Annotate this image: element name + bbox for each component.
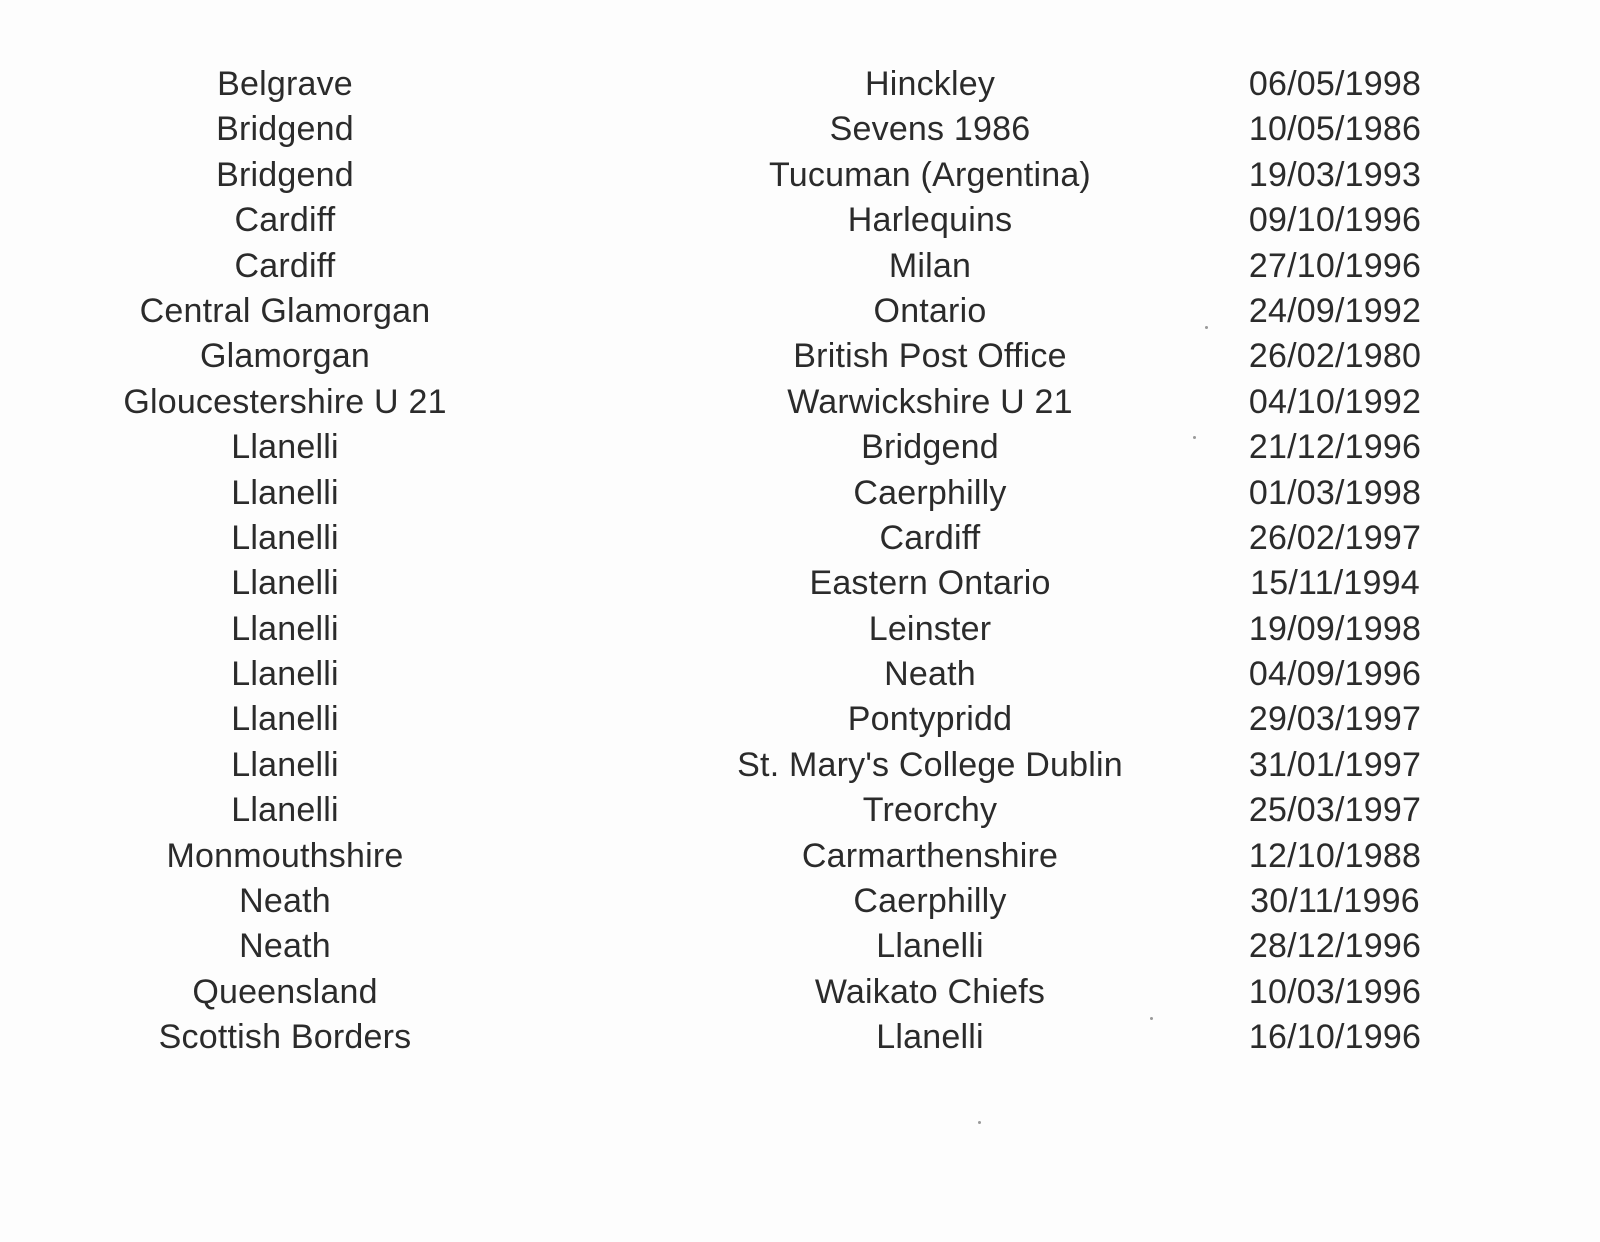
match-date-cell: 26/02/1997 xyxy=(1248,518,1422,557)
table-row xyxy=(0,697,1600,742)
table-row xyxy=(0,607,1600,652)
away-team-cell: Treorchy xyxy=(862,791,998,830)
away-team-cell: Tucuman (Argentina) xyxy=(769,155,1091,194)
table-row xyxy=(0,334,1600,379)
away-team-cell: British Post Office xyxy=(793,337,1067,376)
home-team-cell: Scottish Borders xyxy=(158,1018,412,1057)
fixtures-table xyxy=(0,62,1600,1061)
scan-speck xyxy=(978,1121,981,1124)
away-team-cell: Neath xyxy=(884,655,976,694)
home-team-cell: Glamorgan xyxy=(200,337,370,376)
home-team-cell: Bridgend xyxy=(216,110,354,149)
table-row xyxy=(0,380,1600,425)
table-row xyxy=(0,1015,1600,1060)
home-team-cell: Queensland xyxy=(192,972,378,1011)
away-team-cell: Pontypridd xyxy=(847,700,1013,739)
match-date-cell: 19/09/1998 xyxy=(1248,609,1422,648)
match-date-cell: 28/12/1996 xyxy=(1248,927,1422,966)
match-date-cell: 10/03/1996 xyxy=(1248,972,1422,1011)
table-row xyxy=(0,244,1600,289)
match-date-cell: 21/12/1996 xyxy=(1248,428,1422,467)
match-date-cell: 01/03/1998 xyxy=(1248,473,1422,512)
match-date-cell: 09/10/1996 xyxy=(1248,201,1422,240)
match-date-cell: 24/09/1992 xyxy=(1248,291,1422,330)
home-team-cell: Llanelli xyxy=(231,428,339,467)
match-date-cell: 16/10/1996 xyxy=(1248,1018,1422,1057)
table-row xyxy=(0,289,1600,334)
table-row xyxy=(0,834,1600,879)
home-team-cell: Cardiff xyxy=(234,201,336,240)
match-date-cell: 30/11/1996 xyxy=(1250,882,1420,921)
match-date-cell: 31/01/1997 xyxy=(1248,745,1422,784)
match-date-cell: 29/03/1997 xyxy=(1248,700,1422,739)
away-team-cell: Llanelli xyxy=(876,927,984,966)
match-date-cell: 04/10/1992 xyxy=(1248,382,1422,421)
home-team-cell: Llanelli xyxy=(231,655,339,694)
home-team-cell: Llanelli xyxy=(231,564,339,603)
table-row xyxy=(0,107,1600,152)
away-team-cell: Bridgend xyxy=(861,428,999,467)
table-row xyxy=(0,153,1600,198)
away-team-cell: Cardiff xyxy=(879,518,981,557)
scan-speck xyxy=(1193,436,1196,439)
away-team-cell: Milan xyxy=(888,246,972,285)
home-team-cell: Belgrave xyxy=(217,65,353,103)
table-row xyxy=(0,788,1600,833)
away-team-cell: Warwickshire U 21 xyxy=(787,382,1073,421)
away-team-cell: Carmarthenshire xyxy=(801,836,1059,875)
home-team-cell: Llanelli xyxy=(231,518,339,557)
match-date-cell: 12/10/1988 xyxy=(1248,836,1422,875)
away-team-cell: Eastern Ontario xyxy=(809,564,1051,603)
home-team-cell: Llanelli xyxy=(231,700,339,739)
match-date-cell: 15/11/1994 xyxy=(1250,564,1420,603)
away-team-cell: Hinckley xyxy=(864,65,996,103)
match-date-cell: 19/03/1993 xyxy=(1248,155,1422,194)
away-team-cell: Harlequins xyxy=(847,201,1013,240)
home-team-cell: Central Glamorgan xyxy=(139,291,431,330)
table-row xyxy=(0,561,1600,606)
match-date-cell: 27/10/1996 xyxy=(1248,246,1422,285)
home-team-cell: Llanelli xyxy=(231,745,339,784)
table-row xyxy=(0,62,1600,107)
table-row xyxy=(0,425,1600,470)
home-team-cell: Bridgend xyxy=(216,155,354,194)
match-date-cell: 04/09/1996 xyxy=(1248,655,1422,694)
match-date-cell: 26/02/1980 xyxy=(1248,337,1422,376)
scan-speck xyxy=(1150,1017,1153,1020)
table-row xyxy=(0,198,1600,243)
home-team-cell: Neath xyxy=(239,927,331,966)
home-team-cell: Llanelli xyxy=(231,473,339,512)
away-team-cell: Leinster xyxy=(868,609,992,648)
away-team-cell: Llanelli xyxy=(876,1018,984,1057)
away-team-cell: Ontario xyxy=(873,291,987,330)
match-date-cell: 06/05/1998 xyxy=(1248,65,1422,103)
away-team-cell: St. Mary's College Dublin xyxy=(737,745,1123,784)
away-team-cell: Sevens 1986 xyxy=(829,110,1031,149)
match-date-cell: 25/03/1997 xyxy=(1248,791,1422,830)
away-team-cell: Caerphilly xyxy=(853,882,1007,921)
table-row xyxy=(0,924,1600,969)
scan-speck xyxy=(1205,326,1208,329)
away-team-cell: Caerphilly xyxy=(853,473,1007,512)
home-team-cell: Monmouthshire xyxy=(166,836,404,875)
match-date-cell: 10/05/1986 xyxy=(1248,110,1422,149)
table-row xyxy=(0,879,1600,924)
table-row xyxy=(0,652,1600,697)
table-row xyxy=(0,743,1600,788)
home-team-cell: Gloucestershire U 21 xyxy=(123,382,447,421)
home-team-cell: Llanelli xyxy=(231,609,339,648)
table-row xyxy=(0,471,1600,516)
home-team-cell: Cardiff xyxy=(234,246,336,285)
table-row xyxy=(0,970,1600,1015)
table-row xyxy=(0,516,1600,561)
home-team-cell: Neath xyxy=(239,882,331,921)
home-team-cell: Llanelli xyxy=(231,791,339,830)
away-team-cell: Waikato Chiefs xyxy=(814,972,1046,1011)
